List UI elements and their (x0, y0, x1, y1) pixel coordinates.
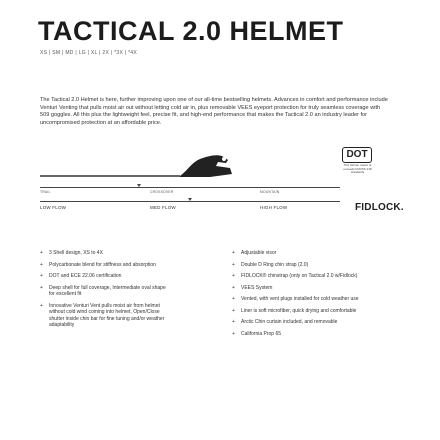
feature-list-right (232, 250, 367, 342)
airflow-scale (40, 198, 340, 208)
feature-list-left (40, 250, 170, 334)
plus-icon: + (40, 284, 43, 291)
plus-icon: + (232, 261, 235, 268)
feature-item (232, 296, 367, 303)
plus-icon: + (40, 261, 43, 268)
feature-item (232, 273, 367, 280)
helmet-illustration (40, 150, 240, 180)
scale-label-left: LOW FLOW (40, 205, 67, 210)
plus-icon: + (232, 273, 235, 279)
feature-text: Liner is soft microfiber, quick drying and comfortable (241, 307, 357, 314)
feature-text: Double D Ring chin strap (2.0) (241, 261, 309, 268)
feature-text: Deep shell for full coverage, Intermediate oval shape for excellent fit (49, 284, 166, 297)
feature-item (232, 308, 367, 315)
scale-label-right: HIGH FLOW (260, 205, 288, 210)
plus-icon: + (40, 273, 43, 279)
feature-item (40, 250, 170, 257)
feature-item (232, 262, 367, 269)
plus-icon: + (232, 250, 235, 256)
feature-item (232, 331, 367, 338)
plus-icon: + (40, 302, 43, 309)
scale-marker (137, 184, 141, 187)
scale-label-middle: CROSSOVER (150, 190, 174, 194)
plus-icon: + (40, 250, 43, 256)
plus-icon: + (232, 330, 235, 337)
feature-item (232, 250, 367, 257)
dot-certification-badge (342, 147, 372, 175)
feature-item (232, 319, 367, 326)
scale-label-right: MOUNTAIN (260, 190, 280, 194)
scale-label-left: TRAIL (40, 190, 51, 194)
scale-line (40, 201, 340, 202)
fidlock-logo: FIDLOCK. (355, 202, 404, 213)
feature-item (40, 262, 170, 269)
plus-icon: + (232, 296, 235, 302)
feature-text: Innovative Venturi Vent pulls moist air from helmet without cold wind coming into helmet, Open/Close shutter inside chin bar for fine tuning and/or weather adaptability (49, 302, 165, 328)
scale-marker (188, 198, 192, 201)
dot-logo-subtext: This helmet meets or exceeds FMVSS 218 standards (343, 163, 372, 175)
riding-style-scale (40, 184, 340, 194)
feature-item (232, 285, 367, 292)
plus-icon: + (232, 319, 235, 325)
plus-icon: + (232, 307, 235, 314)
feature-item (40, 303, 170, 329)
feature-text: FIDLOCK® chinstrap (only on Tactical 2.0 w/Fidlock) (241, 273, 358, 279)
feature-text: Vented, with vent plugs installed for cold weather use (241, 296, 359, 302)
feature-item (40, 273, 170, 280)
scale-line (40, 187, 340, 188)
dot-logo-text: DOT (342, 147, 372, 163)
intro-paragraph: The Tactical 2.0 Helmet is here, further improving upon one of our all-time bestselling helmets. Advances in comfort and performance include Venturi Venting that pulls moist air out without letting cold air in, plus removable VEES eyeport protection for truly seamless coverage with 509 goggles. All this plus the lightweight feel, precise fit, and high-end performance that makes the Tactical 2.0 an industry leader for uncompromised protection at an affordable price. (40, 97, 388, 126)
feature-text: California Prop 65 (241, 330, 282, 337)
feature-text: Polycarbonate blend for stiffness and absorption (49, 261, 156, 268)
helmet-icon (40, 150, 240, 180)
size-range: XS | SM | MD | LG | XL | 2X | *3X | *4X (40, 50, 138, 56)
feature-text: 3 Shell design, XS to 4X (49, 250, 103, 256)
feature-text: DOT and ECE 22.06 certification (49, 273, 122, 279)
plus-icon: + (232, 284, 235, 291)
feature-item (40, 285, 170, 298)
scale-label-middle: MED FLOW (150, 205, 176, 210)
feature-text: Arctic Chin curtain included, and removable (241, 319, 338, 325)
product-title: TACTICAL 2.0 HELMET (38, 16, 344, 46)
feature-text: Adjustable visor (241, 250, 277, 256)
feature-text: VEES System (241, 284, 273, 291)
